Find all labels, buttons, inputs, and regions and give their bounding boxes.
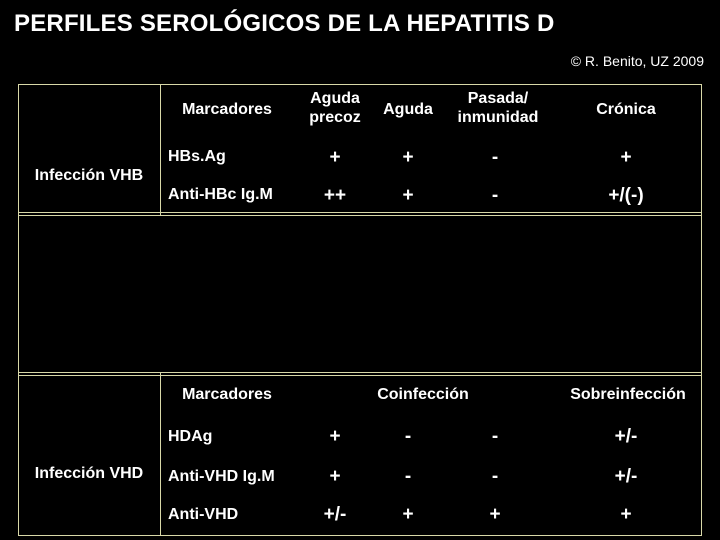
vhd-group-divider	[160, 372, 161, 536]
vhb-cell: +	[620, 147, 632, 168]
vhd-cell: +	[402, 504, 414, 525]
vhd-cell: -	[491, 426, 499, 447]
vhb-cell: +	[402, 185, 414, 206]
vhd-cell: +	[329, 426, 341, 447]
vhd-cell: +/-	[323, 504, 347, 525]
vhb-header-marcadores: Marcadores	[182, 101, 272, 118]
slide-title: PERFILES SEROLÓGICOS DE LA HEPATITIS D	[14, 10, 555, 37]
vhd-cell: +	[329, 466, 341, 487]
vhd-table	[18, 372, 702, 536]
vhb-header-pasada-inmunidad: Pasada/ inmunidad	[457, 90, 539, 126]
vhd-border-top	[18, 372, 702, 373]
vhd-cell: +/-	[614, 426, 638, 447]
vhd-cell: -	[404, 426, 412, 447]
empty-middle-box	[18, 216, 702, 372]
vhb-header-cronica: Crónica	[596, 101, 656, 118]
vhd-header-sobreinfeccion: Sobreinfección	[570, 386, 686, 403]
middle-border-right	[701, 216, 702, 372]
vhb-group-divider	[160, 84, 161, 216]
vhb-border-bottom	[18, 212, 702, 213]
vhd-border-left	[18, 372, 19, 536]
vhd-marker-hdag: HDAg	[168, 428, 213, 445]
vhd-header-coinfeccion: Coinfección	[377, 386, 469, 403]
vhd-cell: -	[491, 466, 499, 487]
vhd-border-bottom	[18, 535, 702, 536]
vhb-group-label: Infección VHB	[34, 167, 144, 184]
vhb-cell: -	[491, 185, 499, 206]
vhb-header-aguda-precoz: Aguda precoz	[309, 90, 361, 126]
vhb-header-aguda: Aguda	[383, 101, 433, 118]
vhd-border-top-2	[18, 375, 702, 376]
vhd-cell: +	[489, 504, 501, 525]
vhb-border-top	[18, 84, 702, 85]
vhd-cell: -	[404, 466, 412, 487]
vhd-cell: +/-	[614, 466, 638, 487]
vhb-cell: +	[402, 147, 414, 168]
vhb-cell: +	[329, 147, 341, 168]
vhb-border-right	[701, 84, 702, 216]
vhd-marker-antivhd: Anti-VHD	[168, 506, 239, 523]
vhb-cell: -	[491, 147, 499, 168]
vhb-marker-antihbc-igm: Anti-HBc Ig.M	[168, 186, 273, 203]
vhb-marker-hbsag: HBs.Ag	[168, 148, 226, 165]
vhb-border-left	[18, 84, 19, 216]
vhb-table	[18, 84, 702, 216]
vhd-marker-antivhd-igm: Anti-VHD Ig.M	[168, 468, 275, 485]
middle-border-left	[18, 216, 19, 372]
vhd-header-marcadores: Marcadores	[182, 386, 272, 403]
vhd-group-label: Infección VHD	[34, 465, 144, 482]
vhb-cell: ++	[323, 185, 347, 206]
copyright-notice: © R. Benito, UZ 2009	[570, 53, 704, 69]
vhb-cell: +/(-)	[608, 185, 644, 206]
vhd-cell: +	[620, 504, 632, 525]
